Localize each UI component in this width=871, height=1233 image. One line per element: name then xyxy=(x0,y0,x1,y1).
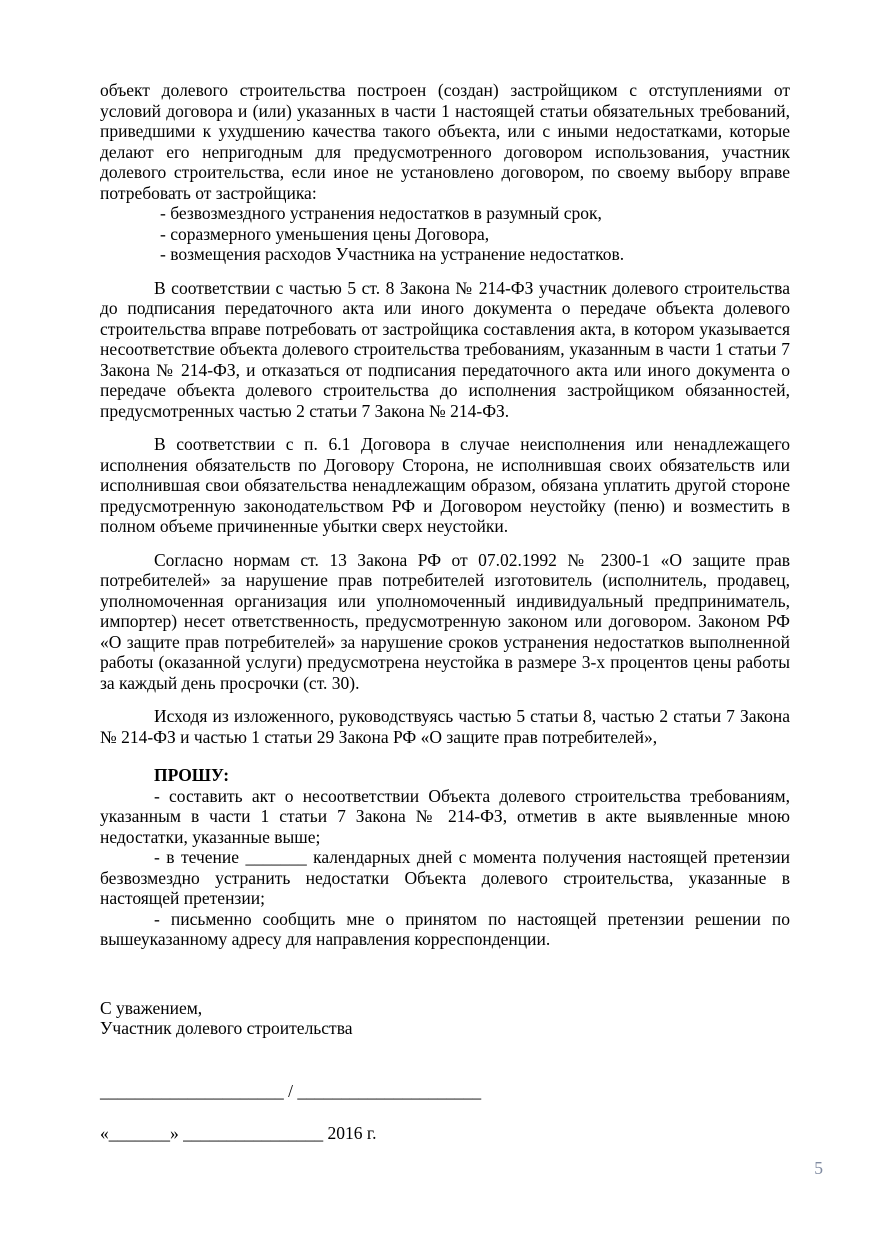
remedy-option-price-reduction: - соразмерного уменьшения цены Договора, xyxy=(160,223,490,244)
document-body xyxy=(0,80,871,1144)
page-footer xyxy=(0,1158,871,1179)
request-items-list xyxy=(100,786,790,950)
remedy-option-free-repair: - безвозмездного устранения недостатков в разумный срок, xyxy=(160,203,602,223)
request-item-fix-defects-deadline: - в течение _______ календарных дней с момента получения настоящей претензии безвозмездно устранить недостатки Объекта долевого строительства, указанные в настоящей претензии; xyxy=(100,847,790,908)
paragraph-law-214-art8-part5: В соответствии с частью 5 ст. 8 Закона № 214-ФЗ участник долевого строительства до подписания передаточного акта или иного документа о передаче объекта долевого строительства вправе потребовать от застройщика составления акта, в котором указывается несоответствие объекта долевого строительства требованиям, указанным в части 1 статьи 7 Закона № 214-ФЗ, и отказаться от подписания передаточного акта или иного документа о передаче объекта долевого строительства до исполнения застройщиком обязанностей, предусмотренных частью 2 статьи 7 Закона № 214-ФЗ. xyxy=(100,277,790,421)
paragraph-conclusion: Исходя из изложенного, руководствуясь частью 5 статьи 8, частью 2 статьи 7 Закона № 214-ФЗ и частью 1 статьи 29 Закона РФ «О защите прав потребителей», xyxy=(100,706,790,747)
request-heading: ПРОШУ: xyxy=(154,765,230,785)
request-item-written-reply: - письменно сообщить мне о принятом по настоящей претензии решении по вышеуказанному адресу для направления корреспонденции. xyxy=(100,908,790,949)
request-item-draw-up-act: - составить акт о несоответствии Объекта долевого строительства требованиям, указанным в части 1 статьи 7 Закона № 214-ФЗ, отметив в акте выявленные мною недостатки, указанные выше; xyxy=(100,785,790,847)
paragraph-consumer-rights-law: Согласно нормам ст. 13 Закона РФ от 07.02.1992 № 2300-1 «О защите прав потребителей» за нарушение прав потребителей изготовитель (исполнитель, продавец, уполномоченная организация или уполномоченный индивидуальный предприниматель, импортер) несет ответственность, предусмотренную законом или договором. Законом РФ «О защите прав потребителей» за нарушение сроков устранения недостатков выполненной работы (оказанной услуги) предусмотрена неустойка в размере 3-х процентов цены работы за каждый день просрочки (ст. 30). xyxy=(100,549,790,693)
page-number: 5 xyxy=(814,1157,823,1178)
closing-regards: С уважением, xyxy=(100,997,203,1018)
signature-line: _____________________ / _____________________ xyxy=(100,1080,482,1101)
remedy-options-list xyxy=(100,203,790,265)
closing-signatory: Участник долевого строительства xyxy=(100,1018,353,1038)
date-line: «_______» ________________ 2016 г. xyxy=(100,1123,377,1143)
paragraph-defects-continuation: объект долевого строительства построен (создан) застройщиком с отступлениями от условий договора и (или) указанных в части 1 настоящей статьи обязательных требований, приведшими к ухудшению качества такого объекта, или с иными недостатками, которые делают его непригодным для предусмотренного договором использования, участник долевого строительства, если иное не установлено договором, по своему выбору вправе потребовать от застройщика: xyxy=(100,80,790,203)
closing-block xyxy=(100,998,790,1039)
paragraph-contract-clause-6-1: В соответствии с п. 6.1 Договора в случае неисполнения или ненадлежащего исполнения обязательств по Договору Сторона, не исполнившая своих обязательств или исполнившая свои обязательства ненадлежащим образом, обязана уплатить другой стороне предусмотренную законодательством РФ и Договором неустойку (пеню) и возместить в полном объеме причиненные убытки сверх неустойки. xyxy=(100,434,790,536)
remedy-option-cost-reimbursement: - возмещения расходов Участника на устранение недостатков. xyxy=(160,244,625,264)
